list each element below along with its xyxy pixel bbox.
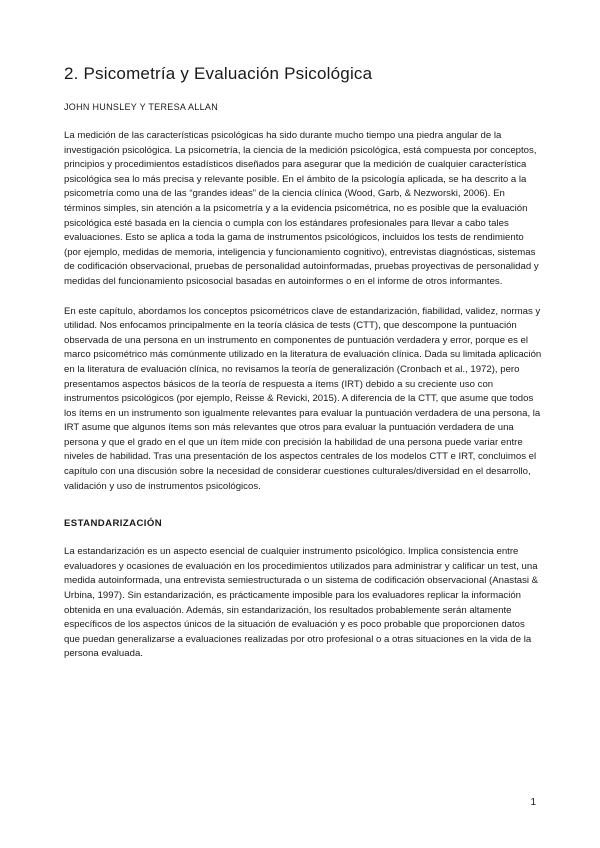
section-paragraph: La estandarización es un aspecto esencial de cualquier instrumento psicológico. Implica consistencia entre evaluadores y ocasiones de evaluación en los procedimientos utilizados para administrar y calificar un test, una medida autoinformada, una entrevista semiestructurada o un sistema de codificación observacional (Anastasi & Urbina, 1997). Sin estandarización, es prácticamente imposible para los evaluadores replicar la información obtenida en una evaluación. Además, sin estandarización, los resultados probablemente serán altamente específicos de los aspectos únicos de la situación de evaluación y es poco probable que proporcionen datos que puedan generalizarse a evaluaciones realizadas por otro profesional o a otras situaciones en la vida de la persona evaluada. xyxy=(64,546,539,660)
section-heading-estandarizacion: ESTANDARIZACIÓN xyxy=(64,518,163,530)
intro-paragraph-1: La medición de las características psicológicas ha sido durante mucho tiempo una piedra angular de la investigación psicológica. La psicometría, la ciencia de la medición psicológica, está compuesta por conceptos, principios y procedimientos estadísticos diseñados para asegurar que la medición de cualquier característica psicológica sea lo más precisa y relevante posible. En el ámbito de la psicología aplicada, se ha descrito a la psicometría como una de las “grandes ideas” de la ciencia clínica (Wood, Garb, & Nezworski, 2006). En términos simples, sin atención a la psicometría y a la evidencia psicométrica, no es posible que la evaluación psicológica esté basada en la ciencia o cumpla con los estándares profesionales para llevar a cabo tales evaluaciones. Esto se aplica a toda la gama de instrumentos psicológicos, incluidos los tests de rendimiento (por ejemplo, medidas de memoria, inteligencia y funcionamiento cognitivo), entrevistas diagnósticas, sistemas de codificación observacional, pruebas de personalidad autoinformadas, pruebas proyectivas de personalidad y medidas del funcionamiento psicosocial basadas en autoinformes o en el informe de otros informantes. xyxy=(64,130,539,287)
intro-paragraph-2: En este capítulo, abordamos los conceptos psicométricos clave de estandarización, fiabilidad, validez, normas y utilidad. Nos enfocamos principalmente en la teoría clásica de tests (CTT), que descompone la puntuación observada de una persona en un instrumento en componentes de puntuación verdadera y error, porque es el marco psicométrico más comúnmente utilizado en la literatura de evaluación clínica. Dada su limitada aplicación en la literatura de evaluación clínica, no revisamos la teoría de generalización (Cronbach et al., 1972), pero presentamos aspectos básicos de la teoría de respuesta a ítems (IRT) debido a su creciente uso con instrumentos psicológicos (por ejemplo, Reisse & Revicki, 2015). A diferencia de la CTT, que asume que todos los ítems en un instrumento son igualmente relevantes para evaluar la puntuación verdadera de una persona, la IRT asume que algunos ítems son más relevantes que otros para evaluar la puntuación verdadera de una persona y que el grado en el que un ítem mide con precisión la habilidad de una persona puede variar entre niveles de habilidad. Tras una presentación de los aspectos centrales de los modelos CTT e IRT, concluimos el capítulo con una discusión sobre la necesidad de considerar cuestiones culturales/diversidad en el desarrollo, validación y uso de instrumentos psicológicos. xyxy=(64,305,542,492)
chapter-title: 2. Psicometría y Evaluación Psicológica xyxy=(64,64,373,83)
page-number: 1 xyxy=(530,797,536,808)
chapter-authors: JOHN HUNSLEY Y TERESA ALLAN xyxy=(64,102,218,112)
document-page xyxy=(64,62,542,662)
